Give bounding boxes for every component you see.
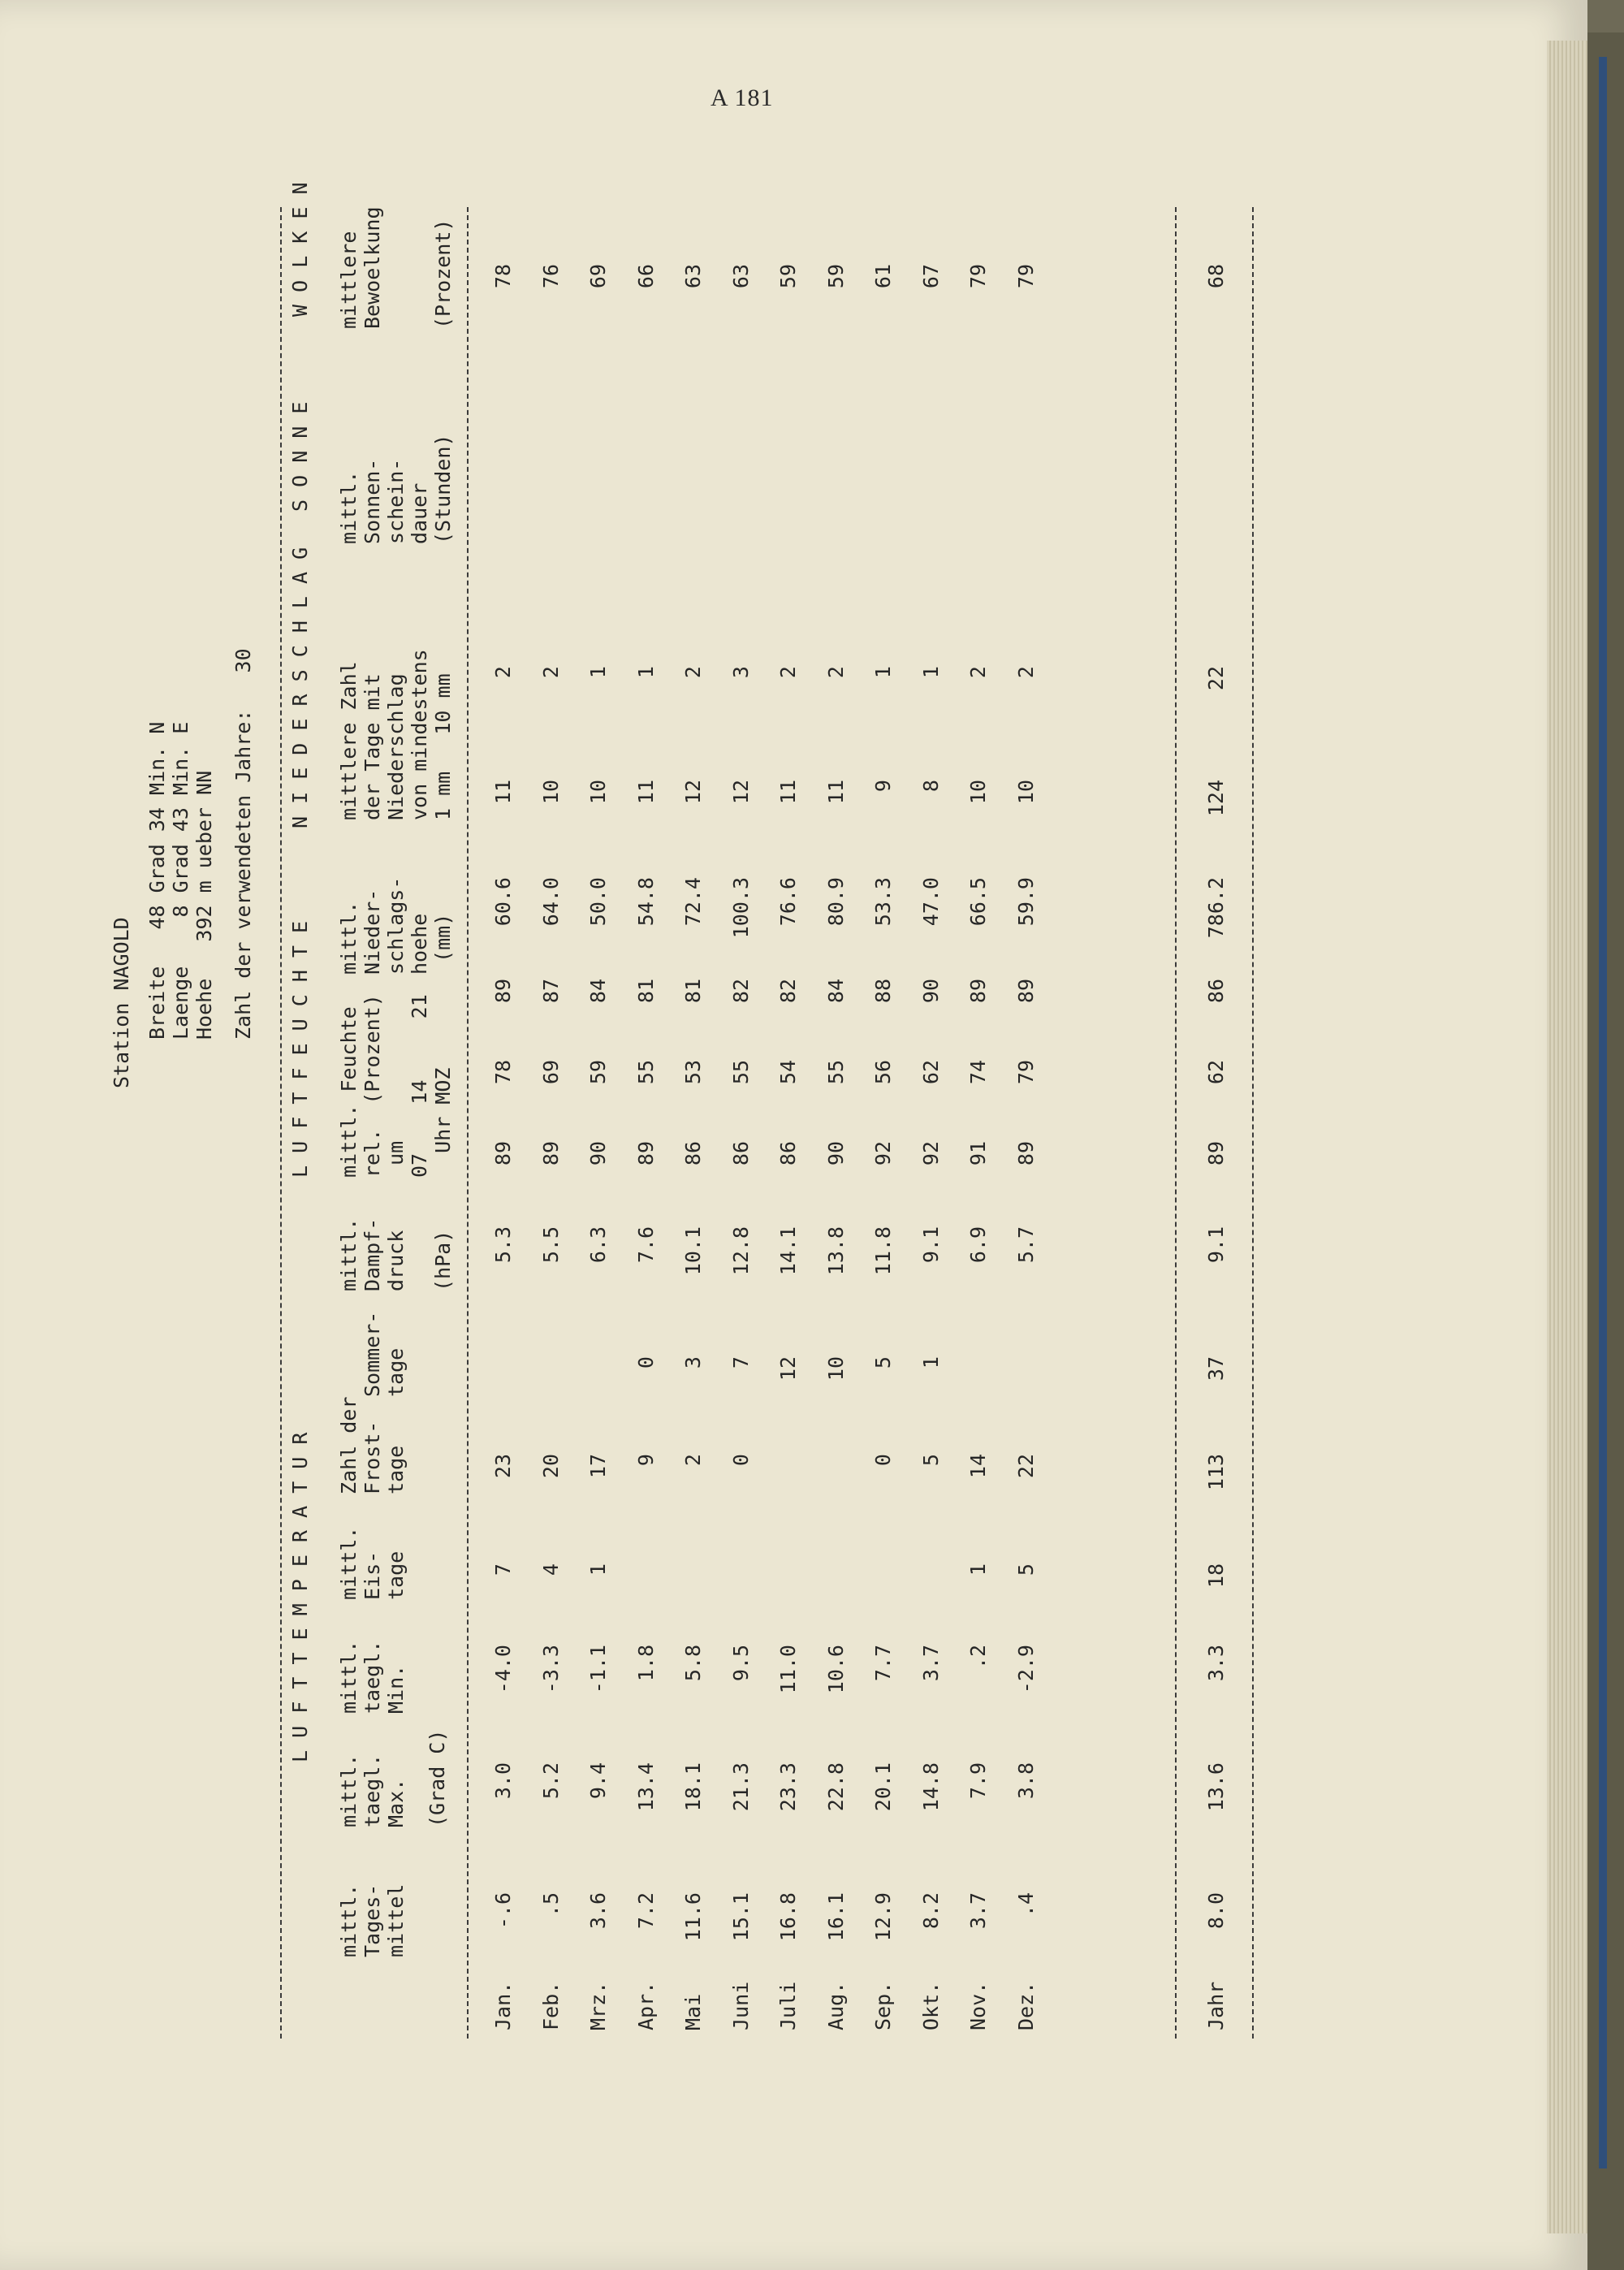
col-tagesmittel: mittl. Tages- mittel [337,1883,408,1957]
table-row [681,179,706,2095]
cell-nhoehe: 47.0 [918,877,943,927]
cell-month: Apr. [633,1981,658,2030]
cell-f21: 89 [491,979,515,1004]
cell-max: 14.8 [918,1762,943,1812]
cell-mittel: .5 [538,1892,563,1918]
cell-dampf: 5.7 [1013,1226,1038,1264]
cell-min: 1.8 [633,1645,658,1682]
cell-f21: 84 [823,979,848,1004]
cell-f14: 55 [728,1060,753,1085]
cell-n1: 124 [1204,780,1228,817]
cell-n10: 2 [966,666,990,679]
binder-spine [1587,32,1624,2270]
cell-mittel: 3.6 [586,1892,610,1930]
cell-mittel: 8.0 [1204,1892,1228,1930]
cell-wolken: 78 [491,263,515,289]
table-row [824,179,849,2095]
col-feuchte: mittl. Feuchte rel. (Prozent) um 07 14 21 Uhr MOZ [337,994,455,1178]
cell-dampf: 6.9 [966,1226,990,1264]
cell-f21: 89 [966,979,990,1004]
col-max: mittl. taegl. Max. [337,1753,408,1827]
cell-f07: 90 [586,1141,610,1166]
cell-wolken: 79 [1013,263,1038,289]
cell-month: Jahr [1204,1981,1228,2030]
col-bewoelkung: mittlere Bewoelkung (Prozent) [337,206,455,329]
table-row-total [1204,179,1229,2095]
cell-max: 13.4 [633,1762,658,1812]
cell-min: -2.9 [1013,1645,1038,1694]
cell-n10: 22 [1204,666,1228,691]
cell-sommer: 0 [633,1356,658,1369]
cell-n10: 2 [1013,666,1038,679]
cell-f21: 81 [633,979,658,1004]
cell-f14: 54 [776,1060,800,1085]
table-row [491,179,516,2095]
cell-f14: 56 [871,1060,895,1085]
cell-f14: 69 [538,1060,563,1085]
cell-frost: 9 [633,1454,658,1467]
cell-n10: 2 [823,666,848,679]
cell-min: .2 [966,1645,990,1670]
cell-dampf: 11.8 [871,1226,895,1276]
table-row [729,179,754,2095]
cell-nhoehe: 100.3 [728,877,753,939]
cell-nhoehe: 66.5 [966,877,990,927]
cell-wolken: 61 [871,263,895,289]
cell-mittel: .4 [1013,1892,1038,1918]
table-row [871,179,896,2095]
cell-sommer: 5 [871,1356,895,1369]
cell-frost: 2 [681,1454,705,1467]
cell-max: 3.8 [1013,1762,1038,1800]
cell-f07: 86 [776,1141,800,1166]
cell-wolken: 76 [538,263,563,289]
cell-f14: 53 [681,1060,705,1085]
group-sonne: S O N N E [288,401,312,512]
cell-wolken: 66 [633,263,658,289]
cell-wolken: 69 [586,263,610,289]
cell-nhoehe: 53.3 [871,877,895,927]
cell-n10: 1 [918,666,943,679]
cell-min: 7.7 [871,1645,895,1682]
cell-nhoehe: 50.0 [586,877,610,927]
cell-n1: 11 [633,780,658,805]
cell-f07: 89 [1204,1141,1228,1166]
group-wolken: W O L K E N [288,182,312,317]
cell-month: Dez. [1013,1981,1038,2030]
cell-sommer: 12 [776,1356,800,1381]
cell-n10: 2 [538,666,563,679]
station-title: Station NAGOLD [110,917,133,1088]
cell-month: Okt. [918,1981,943,2030]
cell-max: 7.9 [966,1762,990,1800]
cell-wolken: 59 [823,263,848,289]
cell-f21: 88 [871,979,895,1004]
cell-mittel: 3.7 [966,1892,990,1930]
cell-f21: 81 [681,979,705,1004]
col-niederschlagstage: mittlere Zahl der Tage mit Niederschlag von mindestens 1 mm 10 mm [337,649,455,820]
rule-header [467,207,469,2039]
cell-f07: 90 [823,1141,848,1166]
cell-f21: 86 [1204,979,1228,1004]
table-row [966,179,991,2095]
station-breite: Breite 48 Grad 34 Min. N [145,721,169,1040]
cell-eis: 1 [966,1563,990,1576]
cell-frost: 14 [966,1454,990,1479]
cell-n1: 10 [1013,780,1038,805]
cell-mittel: 12.9 [871,1892,895,1942]
page-stack-edge [1547,41,1587,2233]
cell-frost: 0 [871,1454,895,1467]
cell-n1: 12 [681,780,705,805]
cell-n10: 3 [728,666,753,679]
cell-wolken: 59 [776,263,800,289]
cell-month: Feb. [538,1981,563,2030]
cell-f21: 82 [728,979,753,1004]
cell-max: 20.1 [871,1762,895,1812]
cell-min: 5.8 [681,1645,705,1682]
cell-wolken: 79 [966,263,990,289]
cell-dampf: 12.8 [728,1226,753,1276]
cell-nhoehe: 786.2 [1204,877,1228,939]
cell-n10: 2 [681,666,705,679]
cell-f14: 59 [586,1060,610,1085]
col-sonnenschein: mittl. Sonnen- schein- dauer (Stunden) [337,434,455,544]
table-row [919,179,944,2095]
cell-nhoehe: 64.0 [538,877,563,927]
cell-frost: 5 [918,1454,943,1467]
cell-dampf: 9.1 [1204,1226,1228,1264]
cell-n1: 8 [918,780,943,793]
cell-f21: 82 [776,979,800,1004]
cell-f07: 91 [966,1141,990,1166]
cell-dampf: 13.8 [823,1226,848,1276]
cell-min: 3.3 [1204,1645,1228,1682]
cell-month: Nov. [966,1981,990,2030]
cell-f07: 86 [681,1141,705,1166]
cell-max: 21.3 [728,1762,753,1812]
cell-f21: 90 [918,979,943,1004]
cell-f07: 86 [728,1141,753,1166]
cell-n1: 12 [728,780,753,805]
cell-frost: 22 [1013,1454,1038,1479]
cell-eis: 18 [1204,1563,1228,1589]
station-hoehe: Hoehe 392 m ueber NN [192,770,216,1040]
cell-f21: 89 [1013,979,1038,1004]
cell-sommer: 10 [823,1356,848,1381]
cell-mittel: 16.8 [776,1892,800,1942]
cell-dampf: 6.3 [586,1226,610,1264]
cell-n1: 9 [871,780,895,793]
cell-n10: 2 [776,666,800,679]
cell-month: Sep. [871,1981,895,2030]
cell-f07: 92 [918,1141,943,1166]
table-row [586,179,611,2095]
cell-n1: 10 [586,780,610,805]
col-grad-c: (Grad C) [425,1729,449,1827]
cell-nhoehe: 80.9 [823,877,848,927]
cell-mittel: 16.1 [823,1892,848,1942]
cell-dampf: 14.1 [776,1226,800,1276]
cell-sommer: 1 [918,1356,943,1369]
cell-nhoehe: 72.4 [681,877,705,927]
cell-mittel: 11.6 [681,1892,705,1942]
table-row [634,179,659,2095]
cell-f07: 89 [491,1141,515,1166]
col-sommertage: Sommer- tage [361,1311,408,1397]
cell-n10: 1 [871,666,895,679]
cell-max: 5.2 [538,1762,563,1800]
cell-sommer: 3 [681,1356,705,1369]
table-row [539,179,564,2095]
cell-max: 22.8 [823,1762,848,1812]
cell-sommer: 7 [728,1356,753,1369]
cell-min: 11.0 [776,1645,800,1694]
cell-eis: 5 [1013,1563,1038,1576]
cell-f07: 89 [633,1141,658,1166]
cell-n1: 11 [491,780,515,805]
cell-max: 23.3 [776,1762,800,1812]
cell-f07: 89 [538,1141,563,1166]
cell-min: -3.3 [538,1645,563,1694]
cell-frost: 20 [538,1454,563,1479]
table-row [776,179,801,2095]
cell-eis: 4 [538,1563,563,1576]
station-laenge: Laenge 8 Grad 43 Min. E [169,721,192,1040]
cell-nhoehe: 76.6 [776,877,800,927]
cell-max: 3.0 [491,1762,515,1800]
cell-wolken: 68 [1204,263,1228,289]
cell-wolken: 63 [681,263,705,289]
cell-frost: 113 [1204,1454,1228,1491]
cell-min: -4.0 [491,1645,515,1694]
cell-dampf: 10.1 [681,1226,705,1276]
cell-month: Mai [681,1993,705,2030]
cell-min: 3.7 [918,1645,943,1682]
cell-min: -1.1 [586,1645,610,1694]
cell-dampf: 7.6 [633,1226,658,1264]
cell-min: 10.6 [823,1645,848,1694]
cell-f21: 84 [586,979,610,1004]
cell-n10: 2 [491,666,515,679]
cell-f14: 55 [823,1060,848,1085]
cell-f14: 62 [918,1060,943,1085]
cell-frost: 17 [586,1454,610,1479]
cell-mittel: -.6 [491,1892,515,1930]
cell-max: 9.4 [586,1762,610,1800]
cell-f14: 78 [491,1060,515,1085]
station-jahre: Zahl der verwendeten Jahre: 30 [231,648,255,1040]
cell-f14: 79 [1013,1060,1038,1085]
cell-max: 13.6 [1204,1762,1228,1812]
cell-f14: 74 [966,1060,990,1085]
cell-f21: 87 [538,979,563,1004]
cell-nhoehe: 60.6 [491,877,515,927]
cell-frost: 23 [491,1454,515,1479]
cell-min: 9.5 [728,1645,753,1682]
cell-wolken: 67 [918,263,943,289]
cell-f07: 89 [1013,1141,1038,1166]
rule-top [280,207,282,2039]
rule-bottom [1252,207,1254,2039]
cell-dampf: 5.3 [491,1226,515,1264]
cell-n1: 11 [776,780,800,805]
cell-f14: 55 [633,1060,658,1085]
cell-wolken: 63 [728,263,753,289]
group-lufttemperatur: L U F T T E M P E R A T U R [288,1432,312,1762]
cell-month: Mrz. [586,1981,610,2030]
table-row [1014,179,1039,2095]
cell-f07: 92 [871,1141,895,1166]
cell-sommer: 37 [1204,1356,1228,1381]
cell-n10: 1 [586,666,610,679]
cell-month: Aug. [823,1981,848,2030]
cell-month: Juni [728,1981,753,2030]
cell-n10: 1 [633,666,658,679]
cell-month: Jan. [491,1981,515,2030]
col-niederschlagshoehe: mittl. Nieder- schlags- hoehe (mm) [337,876,455,975]
col-frosttage: Zahl der Frost- tage [337,1396,408,1494]
cell-frost: 0 [728,1454,753,1467]
cell-dampf: 5.5 [538,1226,563,1264]
col-eistage: mittl. Eis- tage [337,1526,408,1600]
cell-n1: 10 [538,780,563,805]
cell-nhoehe: 59.9 [1013,877,1038,927]
cell-month: Juli [776,1981,800,2030]
climate-table [110,179,1279,2095]
rule-before-total [1175,207,1177,2039]
page-number: A 181 [710,84,774,111]
col-min: mittl. taegl. Min. [337,1640,408,1714]
cell-eis: 1 [586,1563,610,1576]
cell-mittel: 7.2 [633,1892,658,1930]
cell-mittel: 8.2 [918,1892,943,1930]
cell-max: 18.1 [681,1762,705,1812]
cell-dampf: 9.1 [918,1226,943,1264]
cell-eis: 7 [491,1563,515,1576]
group-luftfeuchte: L U F T F E U C H T E [288,920,312,1178]
cell-n1: 10 [966,780,990,805]
cell-nhoehe: 54.8 [633,877,658,927]
cell-f14: 62 [1204,1060,1228,1085]
cell-mittel: 15.1 [728,1892,753,1942]
col-dampfdruck: mittl. Dampf- druck (hPa) [337,1217,455,1291]
cell-n1: 11 [823,780,848,805]
group-niederschlag: N I E D E R S C H L A G [288,547,312,828]
